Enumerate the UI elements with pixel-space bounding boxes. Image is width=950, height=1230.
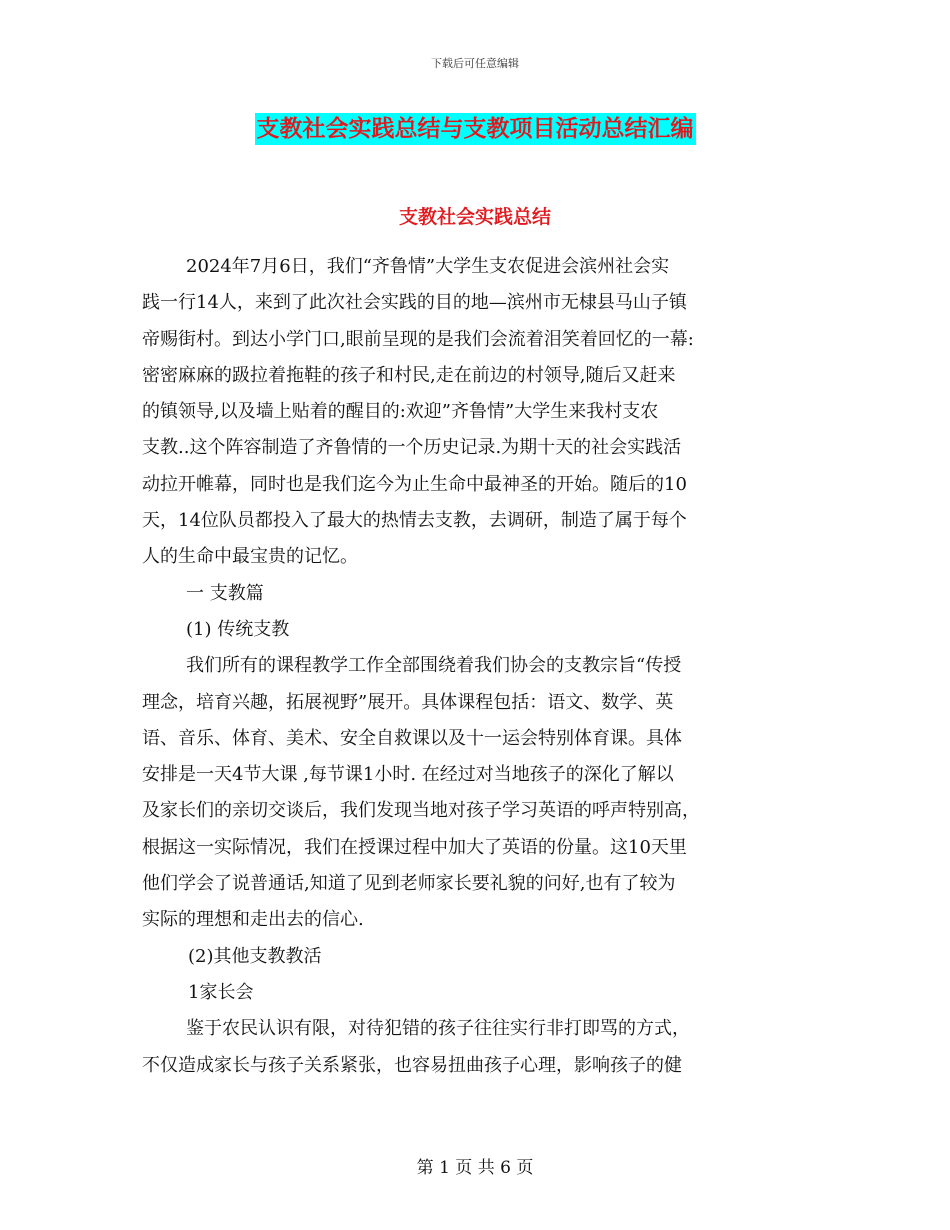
body-line: 实际的理想和走出去的信心.	[142, 909, 364, 931]
heading-line: 一 支教篇	[186, 582, 264, 604]
body-line: 我们所有的课程教学工作全部围绕着我们协会的支教宗旨“传授	[186, 655, 682, 677]
body-line: 践一行14人，来到了此次社会实践的目的地—滨州市无棣县马山子镇	[142, 292, 687, 314]
subheading-line: (2)其他支教教活	[188, 945, 322, 967]
body-line: 安排是一天4节大课 ,每节课1小时. 在经过对当地孩子的深化了解以	[142, 764, 674, 786]
body-line: 天，14位队员都投入了最大的热情去支教，去调研，制造了属于每个	[142, 510, 687, 532]
body-line: 的镇领导,以及墙上贴着的醒目的:欢迎”齐鲁情”大学生来我村支农	[142, 401, 659, 423]
body-line: 支教..这个阵容制造了齐鲁情的一个历史记录.为期十天的社会实践活	[142, 437, 682, 459]
body-line: 2024年7月6日，我们“齐鲁情”大学生支农促进会滨州社会实	[186, 256, 670, 277]
subheading-line: (1) 传统支教	[186, 618, 290, 640]
body-line: 语、音乐、体育、美术、安全自救课以及十一运会特别体育课。具体	[142, 727, 682, 749]
body-line: 鉴于农民认识有限，对待犯错的孩子往往实行非打即骂的方式，	[186, 1018, 690, 1040]
section-title: 支教社会实践总结	[398, 206, 551, 228]
page-footer: 第 1 页 共 6 页	[416, 1158, 534, 1178]
document-title: 支教社会实践总结与支教项目活动总结汇编	[255, 113, 696, 145]
body-line: 人的生命中最宝贵的记忆。	[142, 546, 358, 568]
body-line: 不仅造成家长与孩子关系紧张，也容易扭曲孩子心理，影响孩子的健	[142, 1054, 682, 1076]
document-body	[142, 249, 812, 1084]
body-line: 根据这一实际情况，我们在授课过程中加大了英语的份量。这10天里	[142, 836, 687, 858]
body-line: 密密麻麻的趿拉着拖鞋的孩子和村民,走在前边的村领导,随后又赶来	[142, 364, 676, 386]
body-line: 及家长们的亲切交谈后，我们发现当地对孩子学习英语的呼声特别高，	[142, 800, 700, 822]
body-line: 动拉开帷幕，同时也是我们迄今为止生命中最神圣的开始。随后的10	[142, 473, 687, 495]
body-line: 理念，培育兴趣，拓展视野”展开。具体课程包括：语文、数学、英	[142, 691, 674, 713]
subheading-line: 1家长会	[188, 981, 254, 1003]
main-title-wrapper	[0, 113, 950, 145]
body-line: 帝赐街村。到达小学门口,眼前呈现的是我们会流着泪笑着回忆的一幕:	[142, 328, 694, 350]
page-header-note: 下载后可任意编辑	[431, 57, 519, 70]
body-line: 他们学会了说普通话,知道了见到老师家长要礼貌的问好,也有了较为	[142, 873, 676, 895]
